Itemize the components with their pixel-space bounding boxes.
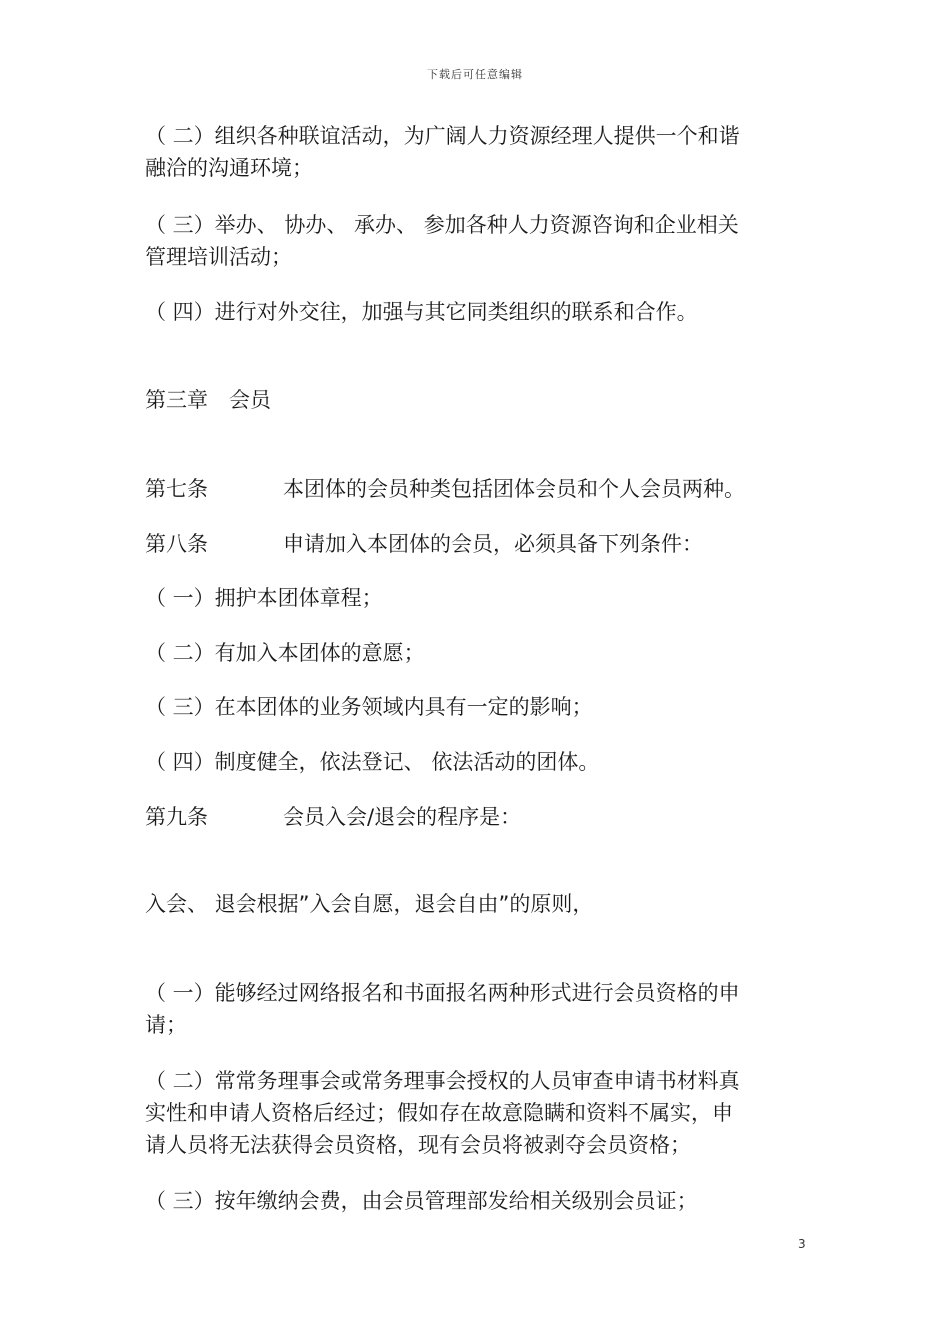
article-label: 第九条 — [145, 805, 208, 829]
procedure-1 — [145, 977, 805, 1041]
paragraph-activity-3 — [145, 209, 805, 273]
article-8 — [145, 528, 703, 560]
text-line: （ 一）能够经过网络报名和书面报名两种形式进行会员资格的申 — [145, 981, 740, 1005]
article-text: 本团体的会员种类包括团体会员和个人会员两种。 — [283, 477, 745, 501]
paragraph-activity-4: （ 四）进行对外交往，加强与其它同类组织的联系和合作。 — [145, 300, 698, 324]
article-9 — [145, 801, 521, 833]
text-line: 融洽的沟通环境； — [145, 156, 313, 180]
text-line: （ 三）举办、 协办、 承办、 参加各种人力资源咨询和企业相关 — [145, 213, 739, 237]
page-number: 3 — [798, 1237, 806, 1251]
text-line: 实性和申请人资格后经过；假如存在故意隐瞒和资料不属实，申 — [145, 1101, 733, 1125]
page-header: 下载后可任意编辑 — [427, 68, 523, 81]
article-7 — [145, 473, 745, 505]
text-line: （ 二）组织各种联谊活动，为广阔人力资源经理人提供一个和谐 — [145, 124, 740, 148]
text-line: （ 二）常常务理事会或常务理事会授权的人员审查申请书材料真 — [145, 1069, 740, 1093]
condition-2: （ 二）有加入本团体的意愿； — [145, 641, 425, 665]
procedure-2 — [145, 1065, 805, 1161]
text-line: 请； — [145, 1013, 187, 1037]
condition-4: （ 四）制度健全，依法登记、 依法活动的团体。 — [145, 750, 600, 774]
text-line: 请人员将无法获得会员资格，现有会员将被剥夺会员资格； — [145, 1133, 691, 1157]
principle-line: 入会、 退会根据”入会自愿，退会自由”的原则， — [145, 892, 594, 916]
article-label: 第八条 — [145, 532, 208, 556]
condition-3: （ 三）在本团体的业务领域内具有一定的影响； — [145, 695, 593, 719]
chapter-heading: 第三章 会员 — [145, 388, 271, 412]
text-line: 管理培训活动； — [145, 245, 292, 269]
paragraph-activity-2 — [145, 120, 805, 184]
article-text: 申请加入本团体的会员，必须具备下列条件： — [283, 532, 703, 556]
article-label: 第七条 — [145, 477, 208, 501]
condition-1: （ 一）拥护本团体章程； — [145, 586, 383, 610]
article-text: 会员入会/退会的程序是： — [283, 805, 522, 829]
procedure-3: （ 三）按年缴纳会费，由会员管理部发给相关级别会员证； — [145, 1189, 698, 1213]
